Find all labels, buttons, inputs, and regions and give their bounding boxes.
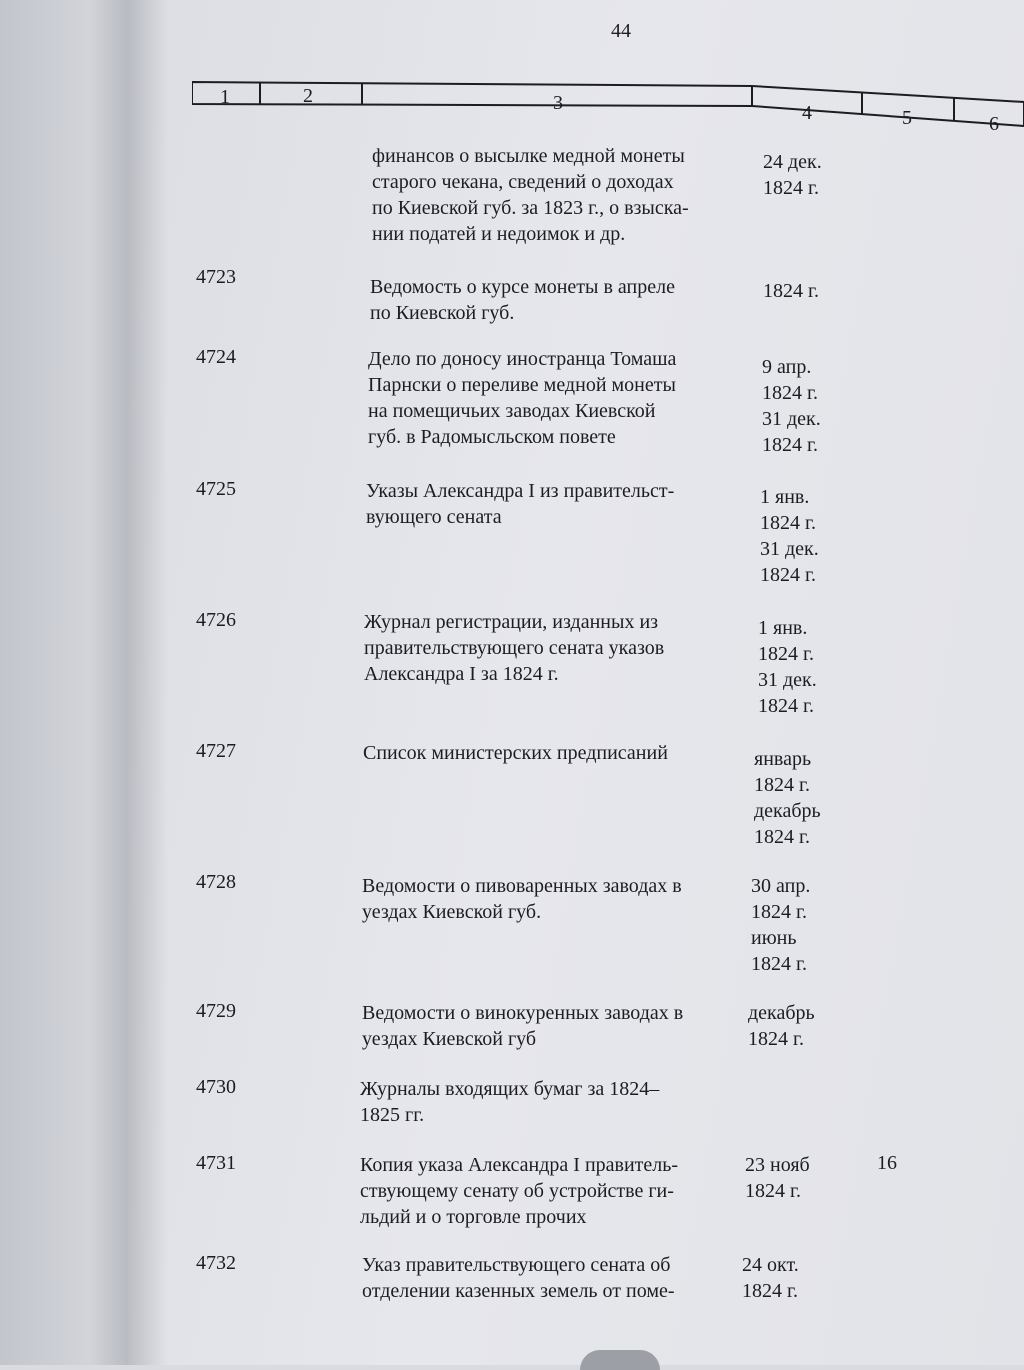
row-description: Список министерских предписаний xyxy=(363,742,668,764)
column-header-4: 4 xyxy=(802,102,812,124)
row-number: 4729 xyxy=(196,1000,236,1022)
column-header-3: 3 xyxy=(553,92,563,114)
row-description: Ведомости о пивоваренных заводах в уездах Киевской губ. xyxy=(362,875,682,923)
row-number: 4731 xyxy=(196,1152,236,1174)
column-header-6: 6 xyxy=(989,113,999,135)
binding-shadow xyxy=(128,0,168,1365)
row-dates: 23 нояб 1824 г. xyxy=(745,1154,810,1202)
row-description: финансов о высылке медной монеты старого чекана, сведений о доходах по Киевской губ. за 1823 г., о взыска- нии податей и недоимок и др. xyxy=(372,145,689,245)
page-number: 44 xyxy=(611,20,631,42)
row-dates: январь 1824 г. декабрь 1824 г. xyxy=(754,748,821,848)
column-header-5: 5 xyxy=(902,107,912,129)
row-dates: 30 апр. 1824 г. июнь 1824 г. xyxy=(751,875,811,975)
row-description: Ведомость о курсе монеты в апреле по Киевской губ. xyxy=(370,276,675,324)
row-description: Журнал регистрации, изданных из правительствующего сената указов Александра I за 1824 г. xyxy=(364,611,665,685)
row-description: Указы Александра I из правительст- вующего сената xyxy=(366,480,675,528)
row-extra-value: 16 xyxy=(877,1152,897,1174)
row-number: 4724 xyxy=(196,346,236,368)
row-number: 4727 xyxy=(196,740,236,762)
row-description: Указ правительствующего сената об отделении казенных земель от поме- xyxy=(362,1254,675,1302)
row-number: 4725 xyxy=(196,478,236,500)
row-number: 4728 xyxy=(196,871,236,893)
row-dates: 9 апр. 1824 г. 31 дек. 1824 г. xyxy=(762,356,821,456)
row-number: 4732 xyxy=(196,1252,236,1274)
row-number: 4730 xyxy=(196,1076,236,1098)
row-dates: 24 дек. 1824 г. xyxy=(763,151,822,199)
column-header-1: 1 xyxy=(220,86,230,108)
row-dates: 1 янв. 1824 г. 31 дек. 1824 г. xyxy=(758,617,817,717)
binding-clip-shadow xyxy=(580,1350,660,1370)
row-description: Журналы входящих бумаг за 1824– 1825 гг. xyxy=(360,1078,660,1126)
row-dates: 24 окт. 1824 г. xyxy=(742,1254,799,1302)
row-dates: 1 янв. 1824 г. 31 дек. 1824 г. xyxy=(760,486,819,586)
row-number: 4723 xyxy=(196,266,236,288)
column-header-2: 2 xyxy=(303,85,313,107)
row-dates: декабрь 1824 г. xyxy=(748,1002,815,1050)
row-description: Копия указа Александра I правитель- ствующему сенату об устройстве ги- льдий и о торговле прочих xyxy=(360,1154,679,1228)
row-description: Ведомости о винокуренных заводах в уездах Киевской губ xyxy=(362,1002,684,1050)
previous-page-edge xyxy=(0,0,129,1365)
row-dates: 1824 г. xyxy=(763,280,819,302)
row-number: 4726 xyxy=(196,609,236,631)
column-header-row xyxy=(192,80,1024,135)
column-header-grid xyxy=(192,80,1024,130)
row-description: Дело по доносу иностранца Томаша Парнски о переливе медной монеты на помещичьих заводах Киевской губ. в Радомысльском повете xyxy=(368,348,677,448)
